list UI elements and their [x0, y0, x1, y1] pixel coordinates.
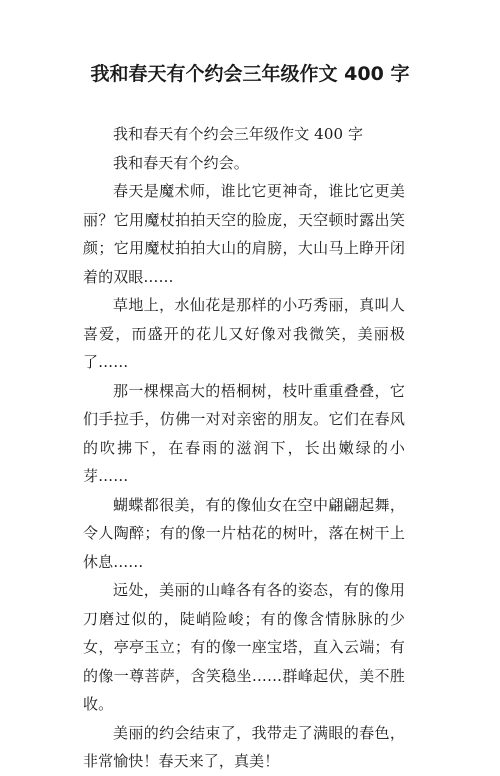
document-title: 我和春天有个约会三年级作文 400 字: [90, 63, 410, 85]
paragraph-1: 我和春天有个约会三年级作文 400 字: [113, 125, 364, 143]
paragraph-7: 远处，美丽的山峰各有各的姿态，有的像用刀磨过似的，陡峭险峻；有的像含情脉脉的少女，亭亭玉立；有的像一座宝塔，直入云端；有的像一尊菩萨，含笑稳坐……群峰起伏，美不胜收。: [83, 581, 405, 713]
paragraph-8: 美丽的约会结束了，我带走了满眼的春色，非常愉快！春天来了，真美！: [83, 723, 405, 770]
paragraph-4: 草地上，水仙花是那样的小巧秀丽，真叫人喜爱，而盛开的花儿又好像对我微笑，美丽极了……: [83, 296, 405, 371]
paragraph-5: 那一棵棵高大的梧桐树，枝叶重重叠叠，它们手拉手，仿佛一对对亲密的朋友。它们在春风的吹拂下，在春雨的滋润下，长出嫩绿的小芽……: [83, 381, 405, 485]
document-body: [83, 120, 405, 776]
paragraph-3: 春天是魔术师，谁比它更神奇，谁比它更美丽？它用魔杖拍拍天空的脸庞，天空顿时露出笑颜；它用魔杖拍拍大山的肩膀，大山马上睁开闭着的双眼……: [83, 182, 405, 286]
paragraph-2: 我和春天有个约会。: [113, 153, 249, 172]
paragraph-6: 蝴蝶都很美，有的像仙女在空中翩翩起舞，令人陶醉；有的像一片枯花的树叶，落在树干上休息……: [83, 495, 405, 571]
